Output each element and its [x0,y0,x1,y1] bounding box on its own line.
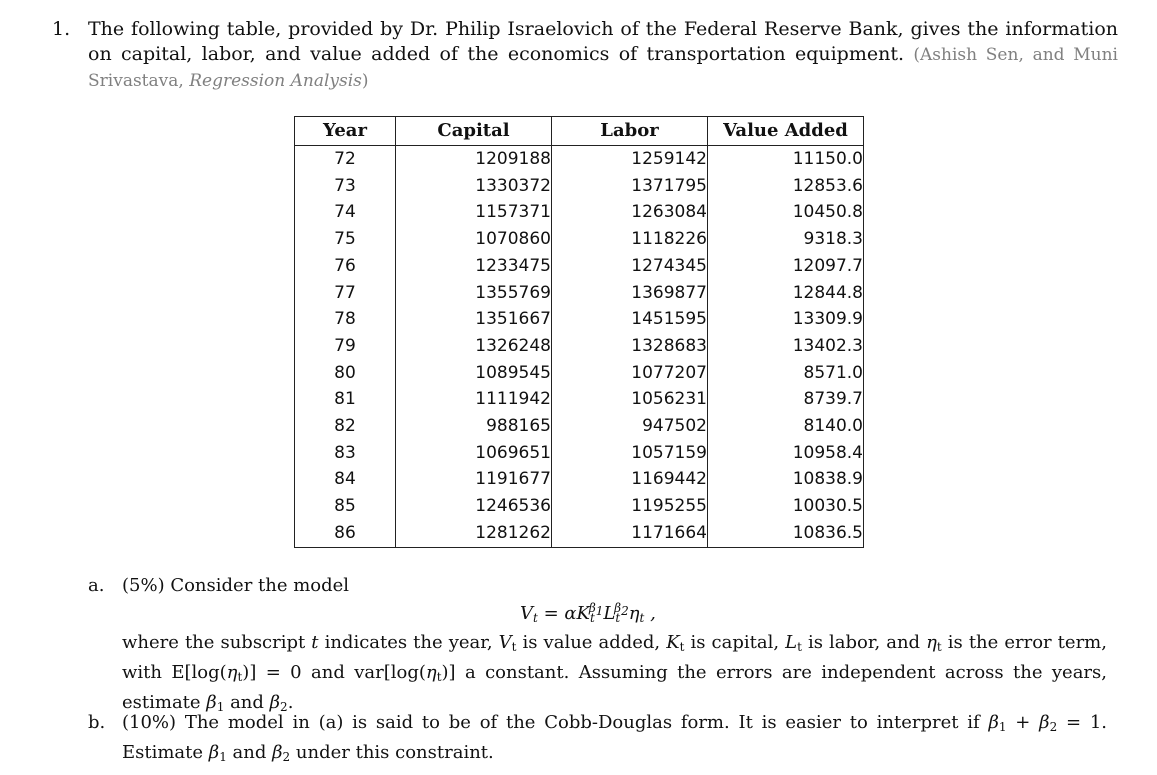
table-row [295,493,864,520]
header-value-added: Value Added [708,117,864,146]
cell-year: 83 [295,440,396,467]
math-vt: $V_t$ [498,632,517,654]
table-row [295,360,864,387]
cell-value-added: 10450.8 [708,199,864,226]
math-eta: $\eta_t$ [926,632,942,654]
part-a-body [122,630,1107,720]
cell-value-added: 12853.6 [708,173,864,200]
cell-capital: 1330372 [396,173,552,200]
cell-capital: 1209188 [396,146,552,173]
cell-year: 77 [295,280,396,307]
table-row [295,413,864,440]
table-row [295,306,864,333]
cell-labor: 1077207 [552,360,708,387]
cell-year: 79 [295,333,396,360]
cell-year: 75 [295,226,396,253]
table-row [295,333,864,360]
cell-capital: 1069651 [396,440,552,467]
cell-year: 73 [295,173,396,200]
cell-year: 82 [295,413,396,440]
cell-capital: 1111942 [396,386,552,413]
cell-labor: 1118226 [552,226,708,253]
math-eta-3: $\eta_t$ [425,662,442,684]
part-a-text-4: is capital, [684,632,786,653]
math-eta-2: $\eta_t$ [226,662,243,684]
cell-labor: 1451595 [552,306,708,333]
cell-value-added: 8140.0 [708,413,864,440]
cell-value-added: 12097.7 [708,253,864,280]
cell-year: 85 [295,493,396,520]
question-number: 1. [52,18,71,40]
cell-year: 84 [295,466,396,493]
part-b-text-2: = 1. Estimate [122,712,1108,763]
cell-value-added: 10836.5 [708,520,864,547]
part-a-text-3: is value added, [516,632,667,653]
cell-labor: 1371795 [552,173,708,200]
math-beta1: $\beta_1$ [206,692,225,714]
math-t: t [311,632,319,653]
cell-value-added: 10030.5 [708,493,864,520]
part-a-text-7: )] = 0 and var[log( [242,662,426,683]
part-a-text-2: indicates the year, [318,632,499,653]
math-lt: $L_t$ [785,632,802,654]
table-row [295,280,864,307]
cell-capital: 1157371 [396,199,552,226]
cell-labor: 1259142 [552,146,708,173]
cell-value-added: 13402.3 [708,333,864,360]
math-beta2-b: $\beta_2$ [272,742,291,764]
part-a-text-1: where the subscript [122,632,312,653]
cell-labor: 947502 [552,413,708,440]
data-table [294,116,864,548]
cell-year: 80 [295,360,396,387]
cell-labor: 1263084 [552,199,708,226]
citation-book: Regression Analysis [189,71,362,91]
cell-capital: 1355769 [396,280,552,307]
table-row [295,253,864,280]
header-capital: Capital [396,117,552,146]
cell-labor: 1169442 [552,466,708,493]
table-row [295,440,864,467]
table-row [295,199,864,226]
citation-authors: (Ashish Sen, and Muni Srivastava, [88,45,1118,91]
math-kt: $K_t$ [666,632,685,654]
cell-capital: 1281262 [396,520,552,547]
cell-capital: 1351667 [396,306,552,333]
cell-value-added: 10838.9 [708,466,864,493]
header-labor: Labor [552,117,708,146]
cell-labor: 1171664 [552,520,708,547]
cell-year: 76 [295,253,396,280]
cell-labor: 1328683 [552,333,708,360]
cell-capital: 988165 [396,413,552,440]
cell-capital: 1233475 [396,253,552,280]
cell-year: 72 [295,146,396,173]
cell-year: 78 [295,306,396,333]
cell-value-added: 9318.3 [708,226,864,253]
part-a-text-8: )] a constant. Assuming the errors are independent across the years, estimate [122,662,1107,713]
cell-labor: 1057159 [552,440,708,467]
part-a-label: a. [88,575,105,596]
cell-labor: 1056231 [552,386,708,413]
table-row [295,386,864,413]
part-b-text-4: under this constraint. [290,742,494,763]
header-year: Year [295,117,396,146]
part-b-label: b. [88,712,106,733]
cell-value-added: 12844.8 [708,280,864,307]
table-row [295,466,864,493]
cell-capital: 1191677 [396,466,552,493]
cell-value-added: 8571.0 [708,360,864,387]
part-b-text-1: (10%) The model in (a) is said to be of the Cobb-Douglas form. It is easier to interpret if [122,712,989,733]
cell-capital: 1246536 [396,493,552,520]
intro-text: The following table, provided by Dr. Philip Israelovich of the Federal Reserve Bank, gives the information on capital, labor, and value added of the economics of transportation equipment. [88,18,1118,65]
part-a-text-5: is labor, and [801,632,927,653]
cell-value-added: 8739.7 [708,386,864,413]
table-header-row [295,117,864,146]
cell-value-added: 13309.9 [708,306,864,333]
cell-labor: 1195255 [552,493,708,520]
table-body [295,146,864,548]
cell-year: 74 [295,199,396,226]
part-a-text-6: is the error term, with E[log( [122,632,1107,683]
cell-capital: 1070860 [396,226,552,253]
cell-capital: 1326248 [396,333,552,360]
question-intro [88,17,1118,94]
cell-capital: 1089545 [396,360,552,387]
citation-close: ) [361,71,369,91]
cell-year: 86 [295,520,396,547]
math-beta-sum: $\beta_1 + \beta_2$ [988,712,1058,734]
part-a-heading: (5%) Consider the model [122,575,350,596]
table-row [295,520,864,547]
model-formula: $V_t = \alpha K_t^{\beta_1}L_t^{\beta_2}\eta_t$ , [520,601,656,625]
cell-year: 81 [295,386,396,413]
cell-labor: 1369877 [552,280,708,307]
part-a-text-9: and [224,692,270,713]
part-a-text-10: . [287,692,294,713]
part-b-body [122,710,1107,770]
table-row [295,146,864,173]
cell-labor: 1274345 [552,253,708,280]
part-b-text-3: and [226,742,273,763]
math-beta2: $\beta_2$ [269,692,288,714]
math-beta1-b: $\beta_1$ [208,742,227,764]
table-row [295,226,864,253]
cell-value-added: 11150.0 [708,146,864,173]
table-row [295,173,864,200]
cell-value-added: 10958.4 [708,440,864,467]
